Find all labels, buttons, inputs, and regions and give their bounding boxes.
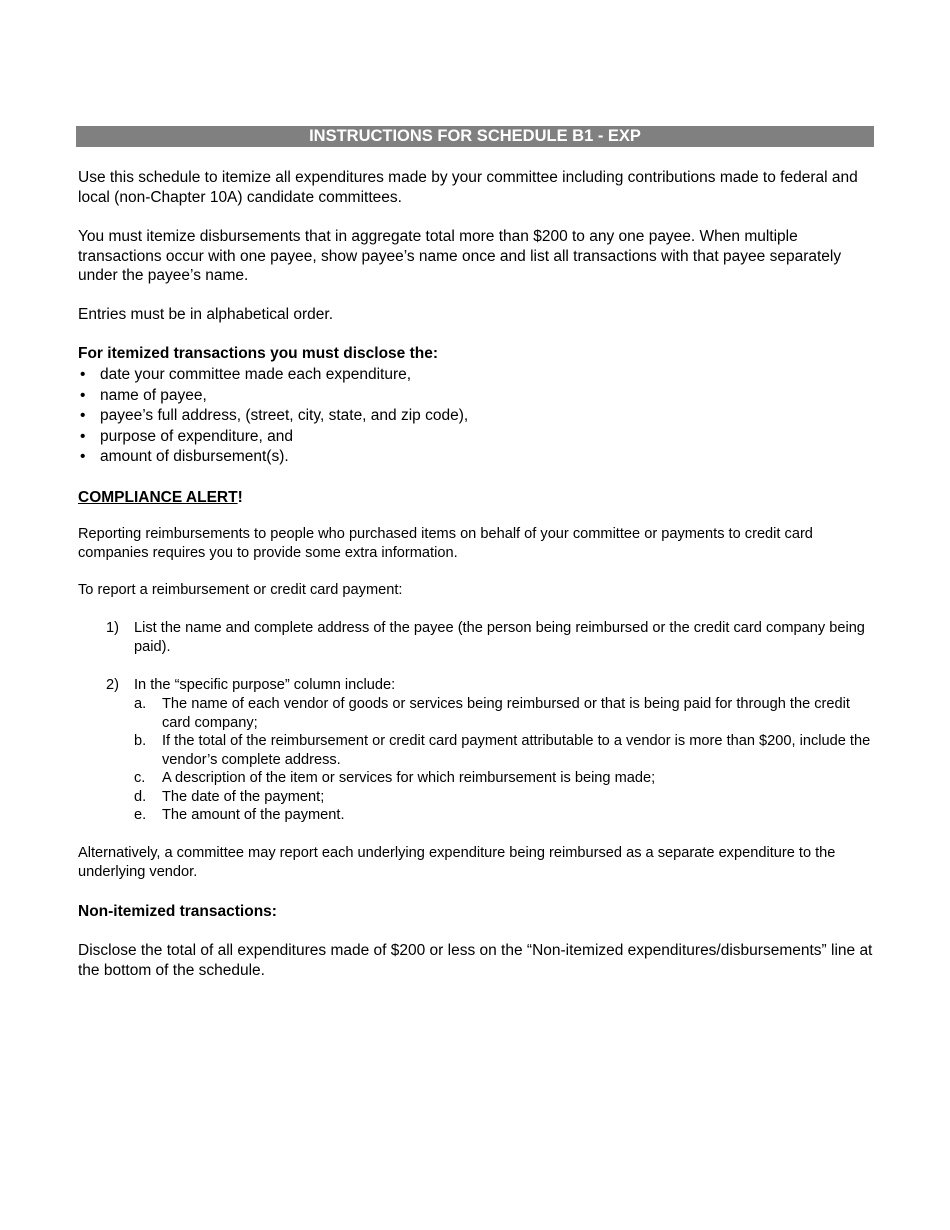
list-item: • amount of disbursement(s). bbox=[78, 447, 468, 468]
list-item: • name of payee, bbox=[78, 386, 468, 407]
itemize-rule-paragraph: You must itemize disbursements that in aggregate total more than $200 to any one payee. When multiple transactions occur with one payee, show payee’s name once and list all transactions with that payee separately under the payee’s name. bbox=[78, 228, 842, 284]
intro-paragraph: Use this schedule to itemize all expenditures made by your committee including contributions made to federal and local (non-Chapter 10A) candidate committees. bbox=[78, 169, 858, 206]
bullet-icon: • bbox=[80, 448, 86, 465]
order-rule-paragraph: Entries must be in alphabetical order. bbox=[78, 306, 334, 323]
page-title: INSTRUCTIONS FOR SCHEDULE B1 - EXP bbox=[76, 126, 874, 147]
substep-e: e. The amount of the payment. bbox=[134, 807, 345, 823]
substep-d: d. The date of the payment; bbox=[134, 789, 325, 805]
disclose-heading: For itemized transactions you must disclose the: bbox=[78, 345, 439, 362]
compliance-alert-heading: COMPLIANCE ALERT! bbox=[78, 489, 243, 506]
alert-body-paragraph: Reporting reimbursements to people who purchased items on behalf of your committee or payments to credit card companies requires you to provide some extra information. bbox=[78, 526, 813, 561]
non-itemized-heading: Non-itemized transactions: bbox=[78, 903, 277, 920]
bullet-icon: • bbox=[80, 407, 86, 424]
list-item: • date your committee made each expenditure, bbox=[78, 365, 468, 386]
step-1: 1) List the name and complete address of the payee (the person being reimbursed or the credit card company being paid). bbox=[106, 620, 865, 655]
list-item: • payee’s full address, (street, city, state, and zip code), bbox=[78, 406, 468, 427]
list-item: • purpose of expenditure, and bbox=[78, 427, 468, 448]
substep-a: a. The name of each vendor of goods or services being reimbursed or that is being paid for through the credit card company; bbox=[134, 696, 850, 731]
alert-howto-paragraph: To report a reimbursement or credit card payment: bbox=[78, 582, 403, 598]
disclose-list bbox=[78, 365, 468, 468]
bullet-icon: • bbox=[80, 427, 86, 445]
substep-c: c. A description of the item or services for which reimbursement is being made; bbox=[134, 770, 656, 786]
bullet-icon: • bbox=[80, 366, 86, 383]
bullet-icon: • bbox=[80, 386, 86, 404]
alternative-paragraph: Alternatively, a committee may report each underlying expenditure being reimbursed as a separate expenditure to the underlying vendor. bbox=[78, 845, 836, 880]
step-2: 2) In the “specific purpose” column include: bbox=[106, 677, 396, 693]
substep-b: b. If the total of the reimbursement or credit card payment attributable to a vendor is more than $200, include the vendor’s complete address. bbox=[134, 733, 871, 768]
non-itemized-paragraph: Disclose the total of all expenditures made of $200 or less on the “Non-itemized expenditures/disbursements” line at the bottom of the schedule. bbox=[78, 942, 873, 979]
